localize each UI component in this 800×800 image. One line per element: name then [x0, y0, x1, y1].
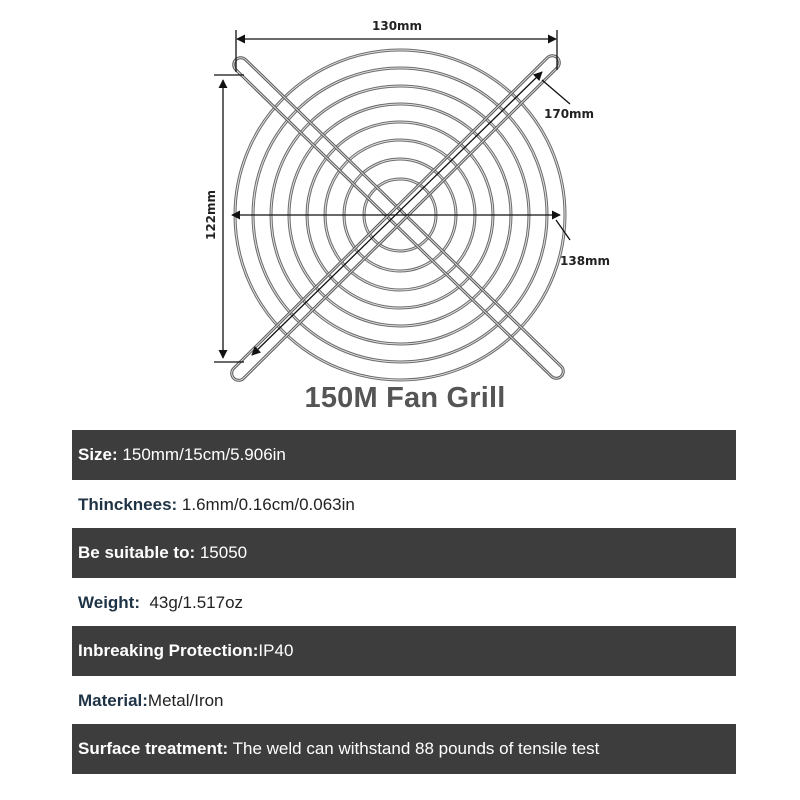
spec-row — [72, 578, 736, 628]
spec-label: Material: — [78, 691, 148, 710]
spec-value: IP40 — [258, 641, 294, 660]
spec-value: Metal/Iron — [147, 691, 224, 710]
long-diagonal-dimension-label: 170mm — [544, 107, 595, 121]
height-dimension-label: 122mm — [204, 189, 218, 241]
spec-label: Be suitable to: — [78, 543, 196, 562]
spec-value: 15050 — [195, 543, 248, 562]
spec-row — [72, 724, 736, 774]
spec-value: 43g/1.517oz — [140, 593, 244, 612]
spec-row — [72, 480, 736, 530]
spec-value: 150mm/15cm/5.906in — [117, 445, 286, 464]
spec-label: Inbreaking Protection: — [78, 641, 259, 660]
spec-value: The weld can withstand 88 pounds of tensile test — [228, 739, 600, 758]
spec-label: Weight: — [78, 593, 141, 612]
spec-row — [72, 528, 736, 578]
spec-label: Size: — [78, 445, 118, 464]
product-title: 150M Fan Grill — [304, 382, 506, 414]
short-diagonal-dimension-label: 138mm — [560, 254, 611, 268]
spec-label: Surface treatment: — [78, 739, 229, 758]
width-dimension-label: 130mm — [372, 19, 423, 33]
spec-value: 1.6mm/0.16cm/0.063in — [177, 495, 355, 514]
spec-row — [72, 430, 736, 480]
long-diagonal-leader — [542, 80, 570, 104]
spec-row — [72, 626, 736, 676]
spec-row — [72, 676, 736, 726]
spec-label: Thincknees: — [78, 495, 178, 514]
long-diagonal-dimension-line — [252, 72, 542, 355]
